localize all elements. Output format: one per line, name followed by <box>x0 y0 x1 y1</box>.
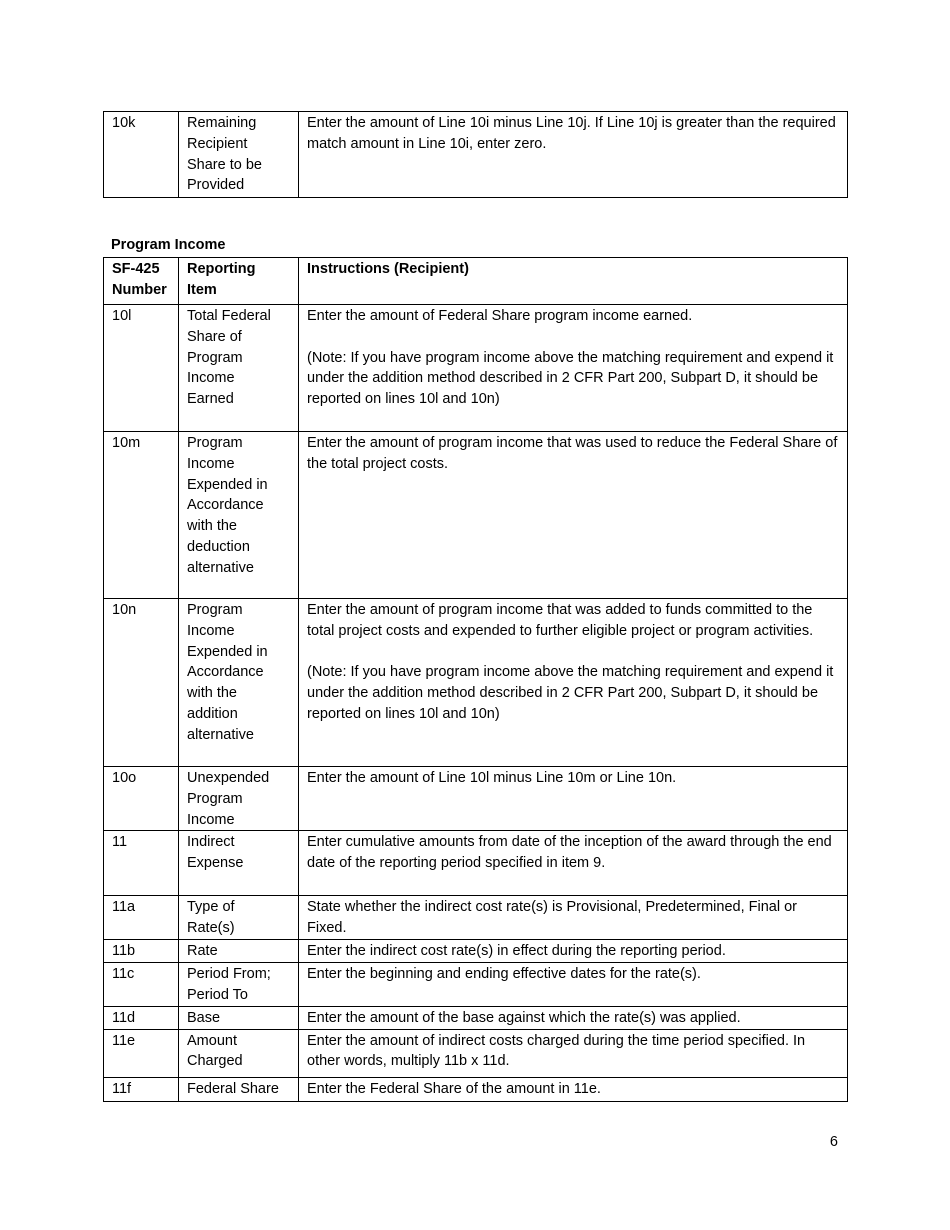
table-row <box>104 896 848 940</box>
table-row <box>104 939 848 962</box>
reporting-item-cell: Base <box>179 1006 299 1029</box>
page-number: 6 <box>829 1134 838 1150</box>
reporting-item-cell: Remaining Recipient Share to be Provided <box>179 112 299 198</box>
table-row <box>104 432 848 599</box>
table-row <box>104 767 848 831</box>
instructions-cell: Enter the indirect cost rate(s) in effect during the reporting period. <box>299 939 848 962</box>
column-header-number: SF-425 Number <box>104 258 179 305</box>
instructions-cell: Enter the amount of Line 10i minus Line 10j. If Line 10j is greater than the required match amount in Line 10i, enter zero. <box>299 112 848 198</box>
reporting-item-cell: Federal Share <box>179 1077 299 1101</box>
instructions-cell: Enter the amount of Line 10l minus Line 10m or Line 10n. <box>299 767 848 831</box>
line-number-cell: 11 <box>104 831 179 896</box>
line-number-cell: 11d <box>104 1006 179 1029</box>
instructions-cell: State whether the indirect cost rate(s) is Provisional, Predetermined, Final or Fixed. <box>299 896 848 940</box>
instructions-cell: Enter the amount of program income that was used to reduce the Federal Share of the total project costs. <box>299 432 848 599</box>
line-number-cell: 11f <box>104 1077 179 1101</box>
top-instructions-table <box>103 111 848 198</box>
table-row <box>104 599 848 767</box>
reporting-item-cell: Unexpended Program Income <box>179 767 299 831</box>
reporting-item-cell: Rate <box>179 939 299 962</box>
line-number-cell: 10o <box>104 767 179 831</box>
line-number-cell: 10m <box>104 432 179 599</box>
instructions-cell: Enter the amount of program income that was added to funds committed to the total project costs and expended to further eligible project or program activities. (Note: If you have program income above the matching requirement and expend it under the addition method described in 2 CFR Part 200, Subpart D, it should be reported on lines 10l and 10n) <box>299 599 848 767</box>
instructions-cell: Enter the beginning and ending effective dates for the rate(s). <box>299 962 848 1006</box>
line-number-cell: 10n <box>104 599 179 767</box>
line-number-cell: 10l <box>104 305 179 432</box>
line-number-cell: 11e <box>104 1029 179 1077</box>
table-row <box>104 112 848 198</box>
program-income-table <box>103 257 848 1102</box>
line-number-cell: 10k <box>104 112 179 198</box>
column-header-instructions: Instructions (Recipient) <box>299 258 848 305</box>
reporting-item-cell: Amount Charged <box>179 1029 299 1077</box>
section-heading: Program Income <box>111 237 226 253</box>
line-number-cell: 11b <box>104 939 179 962</box>
reporting-item-cell: Program Income Expended in Accordance with the deduction alternative <box>179 432 299 599</box>
reporting-item-cell: Indirect Expense <box>179 831 299 896</box>
line-number-cell: 11a <box>104 896 179 940</box>
instructions-cell: Enter the Federal Share of the amount in 11e. <box>299 1077 848 1101</box>
line-number-cell: 11c <box>104 962 179 1006</box>
reporting-item-cell: Program Income Expended in Accordance with the addition alternative <box>179 599 299 767</box>
table-header-row <box>104 258 848 305</box>
table-row <box>104 831 848 896</box>
instructions-cell: Enter the amount of the base against which the rate(s) was applied. <box>299 1006 848 1029</box>
table-row <box>104 1006 848 1029</box>
reporting-item-cell: Type of Rate(s) <box>179 896 299 940</box>
table-row <box>104 305 848 432</box>
column-header-item: Reporting Item <box>179 258 299 305</box>
instructions-cell: Enter the amount of indirect costs charged during the time period specified. In other words, multiply 11b x 11d. <box>299 1029 848 1077</box>
table-row <box>104 1029 848 1077</box>
reporting-item-cell: Period From; Period To <box>179 962 299 1006</box>
instructions-cell: Enter the amount of Federal Share program income earned. (Note: If you have program income above the matching requirement and expend it under the addition method described in 2 CFR Part 200, Subpart D, it should be reported on lines 10l and 10n) <box>299 305 848 432</box>
table-row <box>104 1077 848 1101</box>
instructions-cell: Enter cumulative amounts from date of the inception of the award through the end date of the reporting period specified in item 9. <box>299 831 848 896</box>
reporting-item-cell: Total Federal Share of Program Income Earned <box>179 305 299 432</box>
table-row <box>104 962 848 1006</box>
